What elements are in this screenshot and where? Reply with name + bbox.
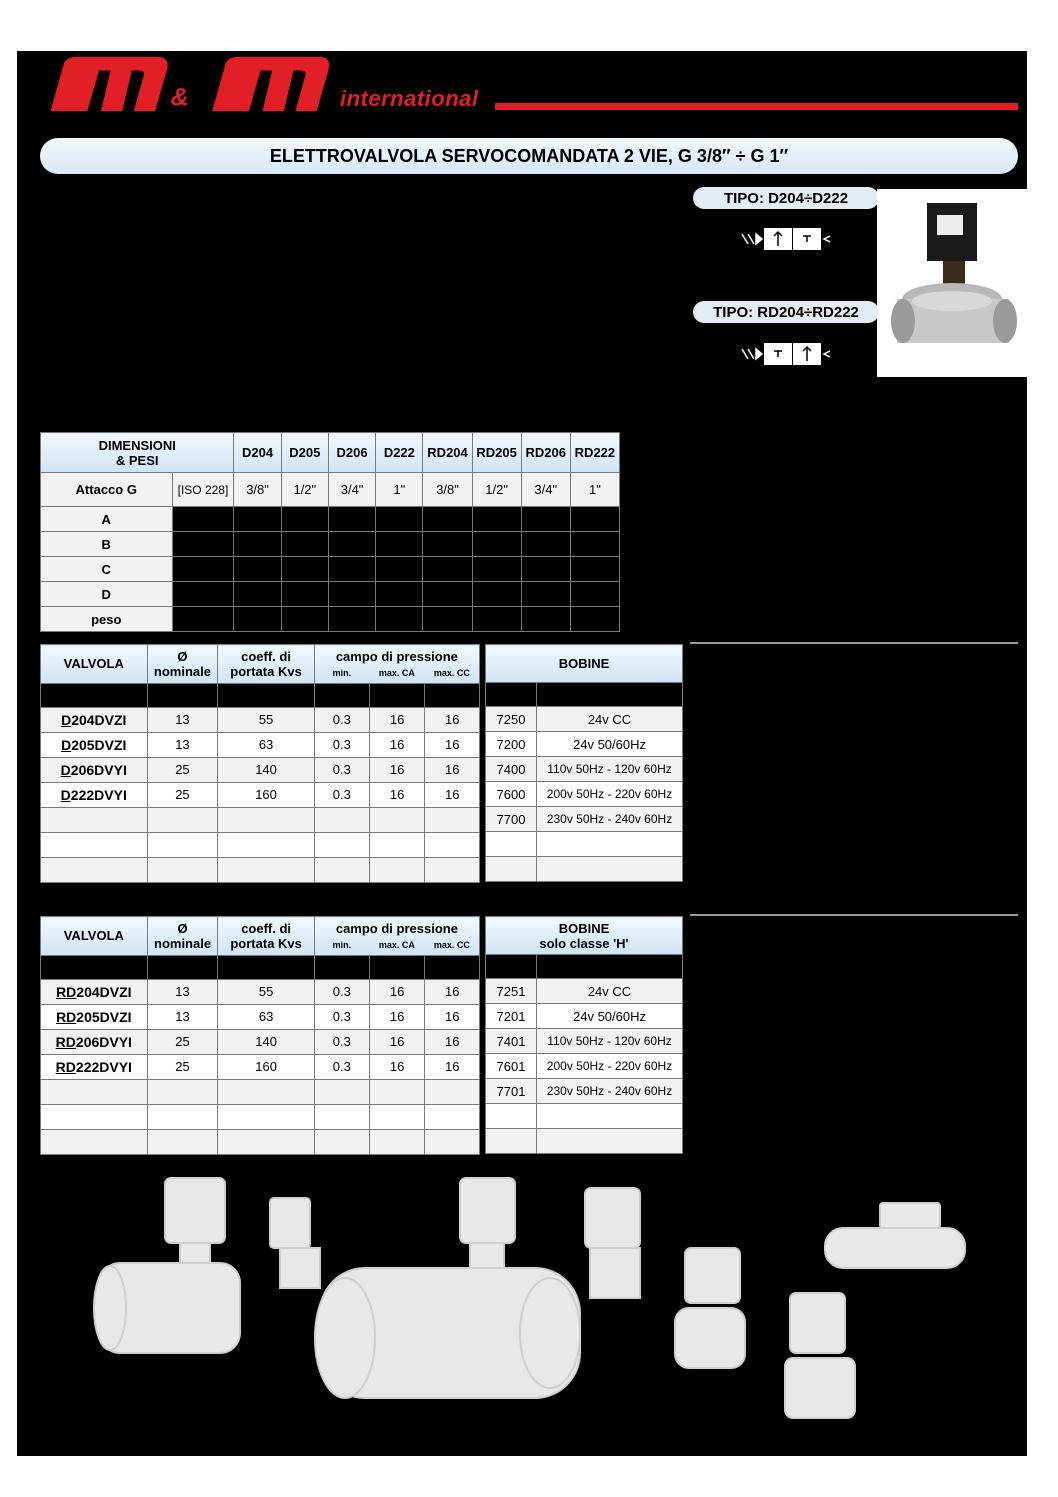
col-coeff: coeff. di portata Kvs	[218, 917, 314, 956]
attacco-value: 3/8"	[423, 473, 472, 507]
dim-row-label: A	[41, 507, 173, 532]
dim-model: D204	[234, 433, 281, 473]
coil-row: 7700 230v 50Hz - 240v 60Hz	[486, 807, 683, 832]
attacco-value: 1"	[570, 473, 619, 507]
coil-row: 7601 200v 50Hz - 220v 60Hz	[486, 1054, 683, 1079]
dim-model: D222	[376, 433, 423, 473]
iso-label: [ISO 228]	[172, 473, 234, 507]
dim-row-label: D	[41, 582, 173, 607]
valve-symbol-no-icon	[740, 341, 835, 367]
header-rule	[495, 103, 1018, 110]
attacco-value: 3/4"	[328, 473, 375, 507]
coil-row: 7251 24v CC	[486, 979, 683, 1004]
dim-model: RD205	[472, 433, 521, 473]
col-valvola: VALVOLA	[41, 917, 148, 956]
valve-table-rd	[40, 916, 480, 1155]
table-row: D206DVYI 25 140 0.3 16 16	[41, 757, 480, 782]
bobine-title: BOBINE	[486, 645, 683, 683]
col-coeff: coeff. di portata Kvs	[218, 645, 314, 684]
table-row: D205DVZI 13 63 0.3 16 16	[41, 732, 480, 757]
coil-row: 7701 230v 50Hz - 240v 60Hz	[486, 1079, 683, 1104]
coil-row: 7250 24v CC	[486, 707, 683, 732]
attacco-value: 3/4"	[521, 473, 570, 507]
dim-model: RD206	[521, 433, 570, 473]
table-row: D222DVYI 25 160 0.3 16 16	[41, 782, 480, 807]
coils-table-d	[485, 644, 683, 882]
col-diam: Ø nominale	[147, 917, 218, 956]
table-row: RD206DVYI 25 140 0.3 16 16	[41, 1029, 480, 1054]
col-diam: Ø nominale	[147, 645, 218, 684]
attacco-label: Attacco G	[41, 473, 173, 507]
coil-row: 7200 24v 50/60Hz	[486, 732, 683, 757]
table-row: D204DVZI 13 55 0.3 16 16	[41, 707, 480, 732]
product-photo	[877, 189, 1027, 377]
dim-row-label: C	[41, 557, 173, 582]
attacco-value: 1/2"	[472, 473, 521, 507]
valve-table-d	[40, 644, 480, 883]
bobine-title: BOBINE solo classe 'H'	[486, 917, 683, 955]
title-bar	[40, 138, 1018, 174]
col-campo: campo di pressione min. max. CA max. CC	[314, 917, 479, 955]
svg-text:&: &	[170, 83, 189, 112]
attacco-value: 1"	[376, 473, 423, 507]
tipo-label-d: TIPO: D204÷D222	[693, 187, 879, 209]
col-campo: campo di pressione min. max. CA max. CC	[314, 645, 479, 683]
section-rule	[690, 642, 1018, 644]
dim-header-label: DIMENSIONI & PESI	[41, 433, 234, 473]
table-row: RD204DVZI 13 55 0.3 16 16	[41, 979, 480, 1004]
coil-row: 7600 200v 50Hz - 220v 60Hz	[486, 782, 683, 807]
dim-row-label: peso	[41, 607, 173, 632]
section-rule	[690, 914, 1018, 916]
page-title: ELETTROVALVOLA SERVOCOMANDATA 2 VIE, G 3/8″ ÷ G 1″	[269, 145, 789, 166]
dim-row-label: B	[41, 532, 173, 557]
brand-suffix: international	[340, 86, 479, 111]
attacco-value: 1/2"	[281, 473, 328, 507]
attacco-value: 3/8"	[234, 473, 281, 507]
col-valvola: VALVOLA	[41, 645, 148, 684]
coils-table-rd	[485, 916, 683, 1154]
product-gallery	[80, 1168, 980, 1428]
tipo-label-rd: TIPO: RD204÷RD222	[693, 301, 879, 323]
dimensions-table	[40, 432, 620, 632]
dim-model: D206	[328, 433, 375, 473]
valve-symbol-nc-icon	[740, 226, 835, 252]
coil-row: 7400 110v 50Hz - 120v 60Hz	[486, 757, 683, 782]
coil-row: 7401 110v 50Hz - 120v 60Hz	[486, 1029, 683, 1054]
dim-model: RD222	[570, 433, 619, 473]
dim-model: RD204	[423, 433, 472, 473]
brand-logo	[38, 55, 338, 115]
table-row: RD205DVZI 13 63 0.3 16 16	[41, 1004, 480, 1029]
coil-row: 7201 24v 50/60Hz	[486, 1004, 683, 1029]
dim-model: D205	[281, 433, 328, 473]
table-row: RD222DVYI 25 160 0.3 16 16	[41, 1054, 480, 1079]
